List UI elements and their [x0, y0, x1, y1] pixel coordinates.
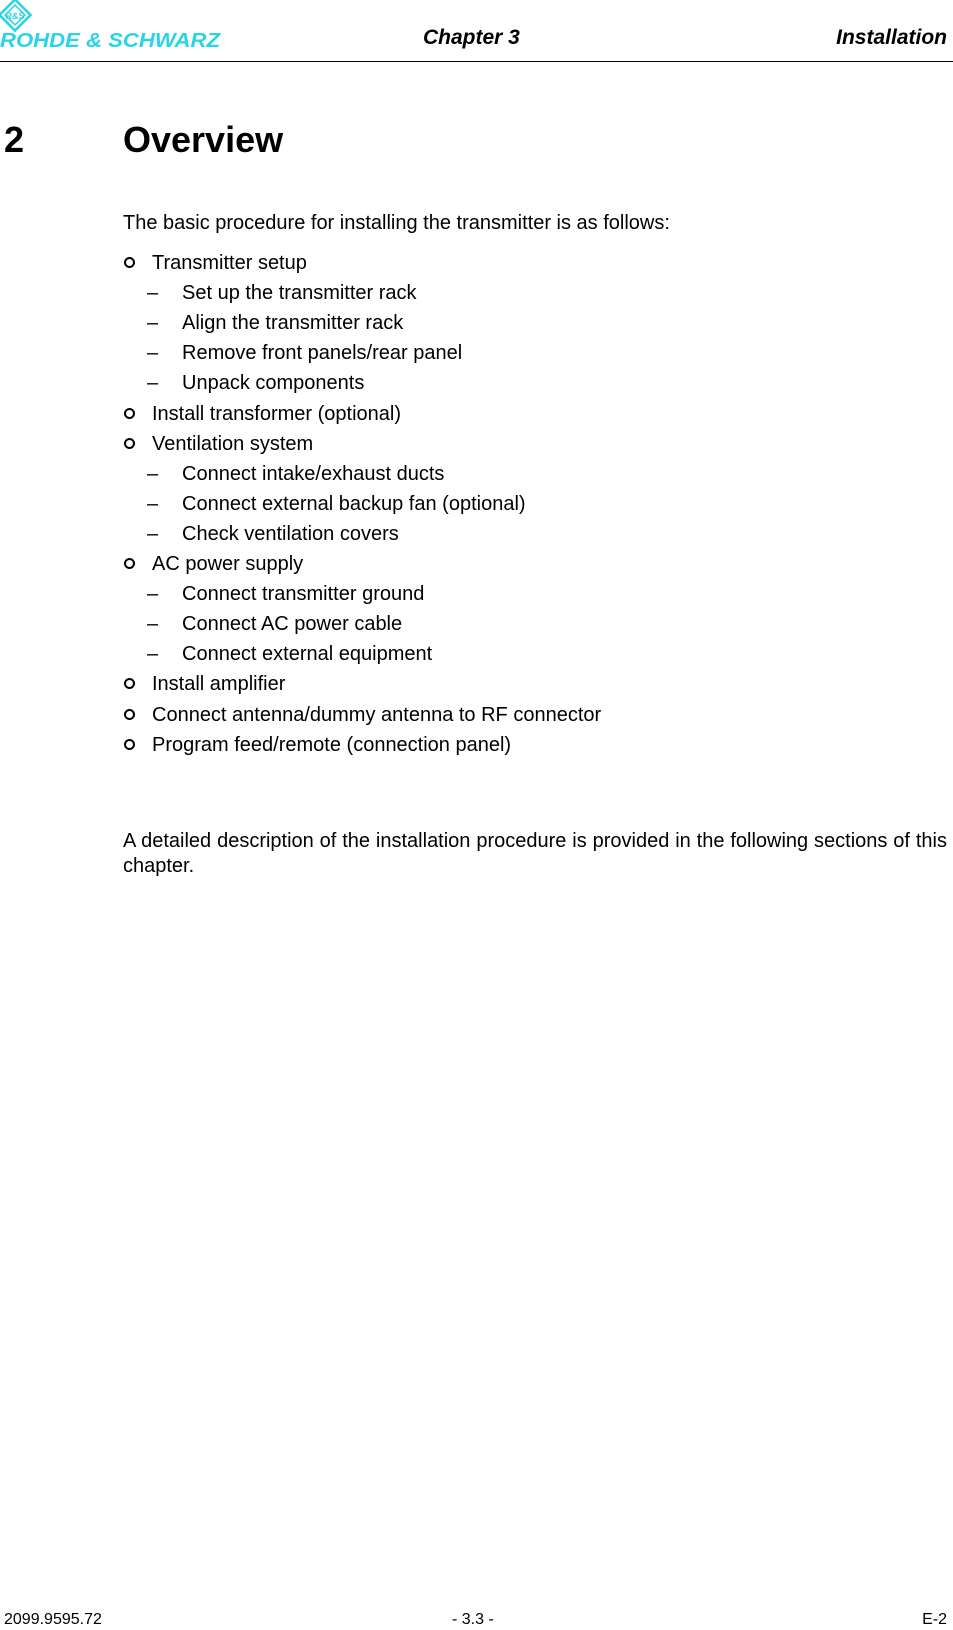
list-item-label: Connect external equipment — [182, 643, 433, 665]
svg-text:ROHDE & SCHWARZ: ROHDE & SCHWARZ — [0, 30, 221, 52]
sub-list-item — [0, 612, 953, 638]
section-number: 2 — [4, 119, 25, 160]
list-item-label: Connect external backup fan (optional) — [182, 493, 526, 515]
dash-bullet: – — [147, 342, 159, 364]
list-item-label: Check ventilation covers — [182, 523, 399, 545]
rohde-schwarz-logo — [0, 0, 222, 52]
circle-bullet-icon — [124, 709, 135, 720]
sub-list-item — [0, 522, 953, 548]
header-title: Installation — [836, 26, 947, 49]
list-item — [0, 432, 953, 458]
list-item-label: Connect antenna/dummy antenna to RF connector — [152, 704, 602, 726]
sub-list-item — [0, 371, 953, 397]
list-item-label: Remove front panels/rear panel — [182, 342, 463, 364]
list-item — [0, 552, 953, 578]
sub-list-item — [0, 341, 953, 367]
closing-paragraph: A detailed description of the installation procedure is provided in the following sections of this chapter. — [123, 830, 947, 877]
sub-list-item — [0, 492, 953, 518]
dash-bullet: – — [147, 523, 159, 545]
dash-bullet: – — [147, 493, 159, 515]
section-title: Overview — [123, 119, 284, 160]
circle-bullet-icon — [124, 257, 135, 268]
footer-page-number: - 3.3 - — [452, 1611, 494, 1628]
list-item-label: Unpack components — [182, 372, 365, 394]
list-item-label: Transmitter setup — [152, 252, 307, 274]
list-item-label: Ventilation system — [152, 433, 314, 455]
rohde-schwarz-emblem-icon — [0, 0, 31, 31]
list-item-label: Connect AC power cable — [182, 613, 403, 635]
header-chapter: Chapter 3 — [423, 26, 520, 49]
circle-bullet-icon — [124, 438, 135, 449]
list-item-label: Program feed/remote (connection panel) — [152, 734, 512, 756]
list-item-label: AC power supply — [152, 553, 304, 575]
list-item-label: Install transformer (optional) — [152, 403, 401, 425]
list-item-label: Align the transmitter rack — [182, 312, 404, 334]
dash-bullet: – — [147, 312, 159, 334]
list-item — [0, 402, 953, 428]
footer-doc-number: 2099.9595.72 — [4, 1611, 102, 1628]
dash-bullet: – — [147, 583, 159, 605]
list-item-label: Install amplifier — [152, 673, 286, 695]
sub-list-item — [0, 281, 953, 307]
dash-bullet: – — [147, 463, 159, 485]
dash-bullet: – — [147, 643, 159, 665]
dash-bullet: – — [147, 613, 159, 635]
list-item-label: Connect transmitter ground — [182, 583, 425, 605]
sub-list-item — [0, 642, 953, 668]
sub-list-item — [0, 582, 953, 608]
header-divider — [0, 61, 953, 62]
svg-text:R&S: R&S — [5, 11, 25, 21]
list-item — [0, 733, 953, 759]
list-item — [0, 703, 953, 729]
circle-bullet-icon — [124, 408, 135, 419]
circle-bullet-icon — [124, 678, 135, 689]
dash-bullet: – — [147, 282, 159, 304]
sub-list-item — [0, 311, 953, 337]
footer-edition: E-2 — [922, 1611, 947, 1628]
sub-list-item — [0, 462, 953, 488]
list-item-label: Set up the transmitter rack — [182, 282, 417, 304]
dash-bullet: – — [147, 372, 159, 394]
list-item — [0, 251, 953, 277]
list-item — [0, 672, 953, 698]
list-item-label: Connect intake/exhaust ducts — [182, 463, 445, 485]
circle-bullet-icon — [124, 739, 135, 750]
intro-paragraph: The basic procedure for installing the transmitter is as follows: — [123, 212, 670, 234]
circle-bullet-icon — [124, 558, 135, 569]
